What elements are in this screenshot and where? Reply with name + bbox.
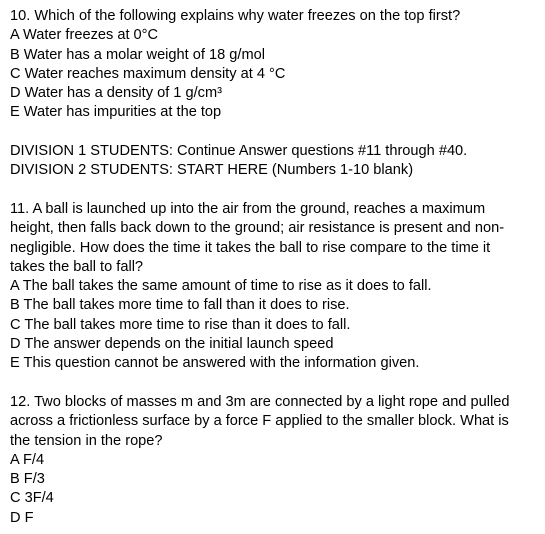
q11-option-b: B The ball takes more time to fall than it does to rise. (10, 297, 350, 314)
spacer (10, 374, 542, 393)
q10-option-b: B Water has a molar weight of 18 g/mol (10, 46, 265, 63)
spacer (10, 181, 542, 200)
document-page (10, 7, 542, 528)
division-2-note: DIVISION 2 STUDENTS: START HERE (Numbers 1-10 blank) (10, 162, 414, 179)
question-11 (10, 200, 542, 374)
division-notes (10, 142, 542, 181)
q12-option-a: A F/4 (10, 451, 45, 468)
question-10 (10, 7, 542, 123)
question-10-text: 10. Which of the following explains why water freezes on the top first? (10, 8, 461, 24)
q10-option-e: E Water has impurities at the top (10, 104, 222, 121)
question-12 (10, 393, 542, 528)
division-1-note: DIVISION 1 STUDENTS: Continue Answer questions #11 through #40. (10, 143, 468, 160)
q12-option-d: D F (10, 509, 34, 526)
q10-option-c: C Water reaches maximum density at 4 °C (10, 65, 286, 82)
q11-option-a: A The ball takes the same amount of time to rise as it does to fall. (10, 278, 432, 295)
q12-option-b: B F/3 (10, 471, 45, 488)
question-12-text-line-2: across a frictionless surface by a force F applied to the smaller block. What is (10, 413, 509, 430)
q12-option-c: C 3F/4 (10, 490, 54, 507)
q11-option-d: D The answer depends on the initial launch speed (10, 336, 334, 353)
q11-option-c: C The ball takes more time to rise than it does to fall. (10, 316, 351, 333)
q11-option-e: E This question cannot be answered with the information given. (10, 355, 420, 372)
question-11-text-line-1: 11. A ball is launched up into the air from the ground, reaches a maximum (10, 200, 486, 217)
q10-option-a: A Water freezes at 0°C (10, 27, 159, 44)
q10-option-d: D Water has a density of 1 g/cm³ (10, 85, 222, 102)
question-11-text-line-4: takes the ball to fall? (10, 258, 144, 275)
question-12-text-line-3: the tension in the rope? (10, 432, 163, 449)
question-11-text-line-2: height, then falls back down to the ground; air resistance is present and non- (10, 220, 505, 237)
question-12-text-line-1: 12. Two blocks of masses m and 3m are connected by a light rope and pulled (10, 393, 510, 410)
spacer (10, 123, 542, 142)
question-11-text-line-3: negligible. How does the time it takes the ball to rise compare to the time it (10, 239, 491, 256)
